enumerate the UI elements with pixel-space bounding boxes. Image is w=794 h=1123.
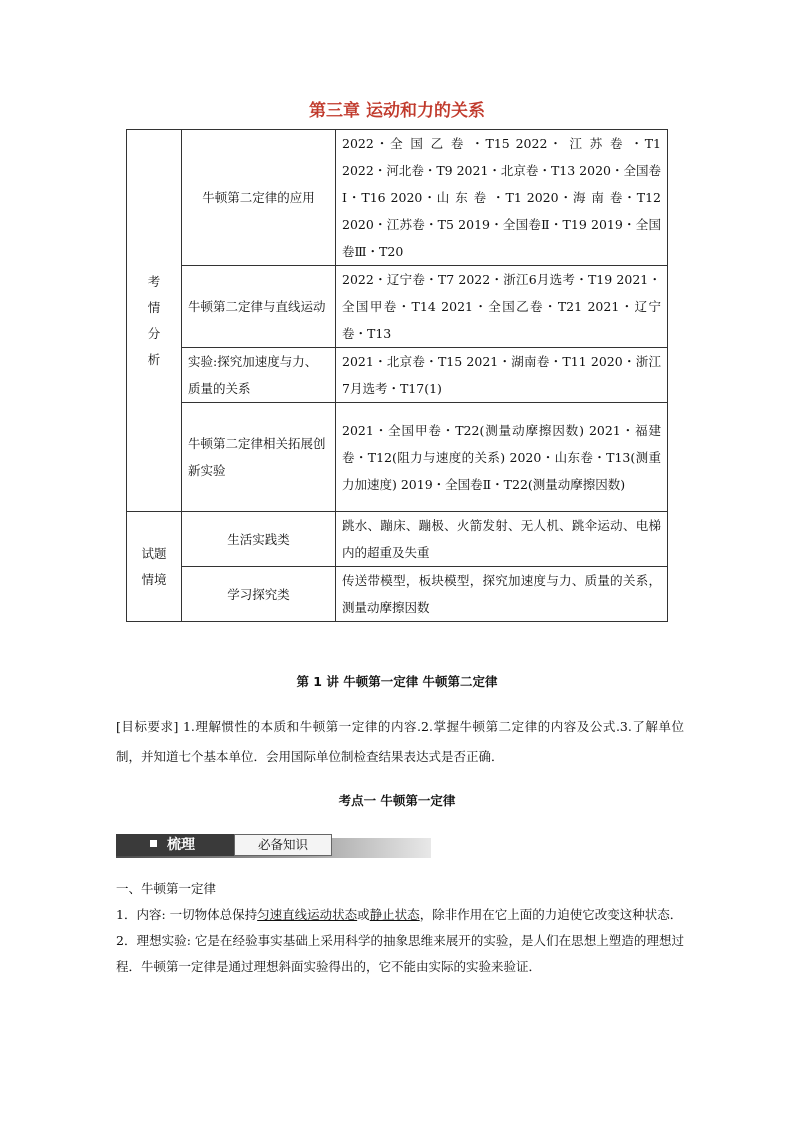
topic-cell: 生活实践类 bbox=[182, 512, 336, 567]
table-row bbox=[127, 403, 668, 512]
content-heading: 一、牛顿第一定律 bbox=[116, 881, 217, 896]
content-paragraph-1 bbox=[116, 902, 684, 928]
section-banner bbox=[116, 834, 431, 860]
table-row bbox=[127, 130, 668, 266]
table-row bbox=[127, 512, 668, 567]
underlined-term: 匀速直线运动状态 bbox=[257, 907, 358, 922]
table-row bbox=[127, 348, 668, 403]
topic-cell: 牛顿第二定律的应用 bbox=[182, 130, 336, 266]
learning-goals bbox=[116, 712, 684, 772]
topic-cell: 牛顿第二定律与直线运动 bbox=[182, 266, 336, 348]
goals-label: [目标要求] bbox=[116, 719, 179, 734]
content-body bbox=[116, 876, 684, 980]
banner-light-tab: 必备知识 bbox=[234, 834, 332, 856]
detail-cell: 2022・辽宁卷・T7 2022・浙江6月选考・T19 2021・全国甲卷・T14 2021・全国乙卷・T21 2021・辽宁卷・T13 bbox=[336, 266, 668, 348]
p1-mid: 或 bbox=[357, 907, 370, 922]
p1-suffix: ，除非作用在它上面的力迫使它改变这种状态． bbox=[419, 907, 683, 922]
topic-cell: 学习探究类 bbox=[182, 567, 336, 622]
section-label-exam-analysis bbox=[127, 130, 182, 512]
topic-cell: 牛顿第二定律相关拓展创新实验 bbox=[182, 403, 336, 512]
section-label-char: 考 bbox=[147, 273, 161, 289]
kaodian-title: 考点一 牛顿第一定律 bbox=[338, 793, 456, 808]
section-label-char: 分 bbox=[147, 325, 161, 341]
p1-prefix: 1．内容: 一切物体总保持 bbox=[116, 907, 258, 922]
detail-cell: 传送带模型，板块模型，探究加速度与力、质量的关系，测量动摩擦因数 bbox=[336, 567, 668, 622]
chapter-title: 第三章 运动和力的关系 bbox=[309, 101, 485, 121]
exam-analysis-table bbox=[126, 129, 668, 622]
section-label-line: 情境 bbox=[141, 571, 167, 587]
section-label-char: 情 bbox=[147, 299, 161, 315]
table-row bbox=[127, 266, 668, 348]
square-bullet-icon bbox=[150, 840, 157, 847]
detail-cell: 2021・北京卷・T15 2021・湖南卷・T11 2020・浙江7月选考・T17(1) bbox=[336, 348, 668, 403]
detail-cell: 2022・全 国 乙 卷 ・T15 2022・ 江 苏 卷 ・T1 2022・河北卷・T9 2021・北京卷・T13 2020・全国卷Ⅰ・T16 2020・山 东 卷 ・T1 2020・海 南 卷・T12 2020・江苏卷・T5 2019・全国卷Ⅱ・T19 2019・全国卷Ⅲ・T20 bbox=[336, 130, 668, 266]
topic-cell: 实验:探究加速度与力、质量的关系 bbox=[182, 348, 336, 403]
section-label-scenario bbox=[127, 512, 182, 622]
banner-left-label: 梳理 bbox=[167, 837, 195, 853]
content-paragraph-2: 2．理想实验: 它是在经验事实基础上采用科学的抽象思维来展开的实验，是人们在思想上塑造的理想过程．牛顿第一定律是通过理想斜面实验得出的，它不能由实际的实验来验证． bbox=[116, 933, 684, 974]
underlined-term: 静止状态 bbox=[369, 907, 420, 922]
detail-cell: 2021・全国甲卷・T22(测量动摩擦因数) 2021・福建卷・T12(阻力与速度的关系) 2020・山东卷・T13(测重力加速度) 2019・全国卷Ⅱ・T22(测量动摩擦因数) bbox=[336, 403, 668, 512]
detail-cell: 跳水、蹦床、蹦极、火箭发射、无人机、跳伞运动、电梯内的超重及失重 bbox=[336, 512, 668, 567]
banner-dark-tab bbox=[116, 834, 234, 856]
section-label-line: 试题 bbox=[141, 545, 167, 561]
goals-text: 1.理解惯性的本质和牛顿第一定律的内容.2.掌握牛顿第二定律的内容及公式.3.了解单位制，并知道七个基本单位．会用国际单位制检查结果表达式是否正确． bbox=[116, 719, 684, 764]
lecture-title: 第 1 讲 牛顿第一定律 牛顿第二定律 bbox=[296, 674, 498, 689]
table-row bbox=[127, 567, 668, 622]
section-label-char: 析 bbox=[147, 351, 161, 367]
